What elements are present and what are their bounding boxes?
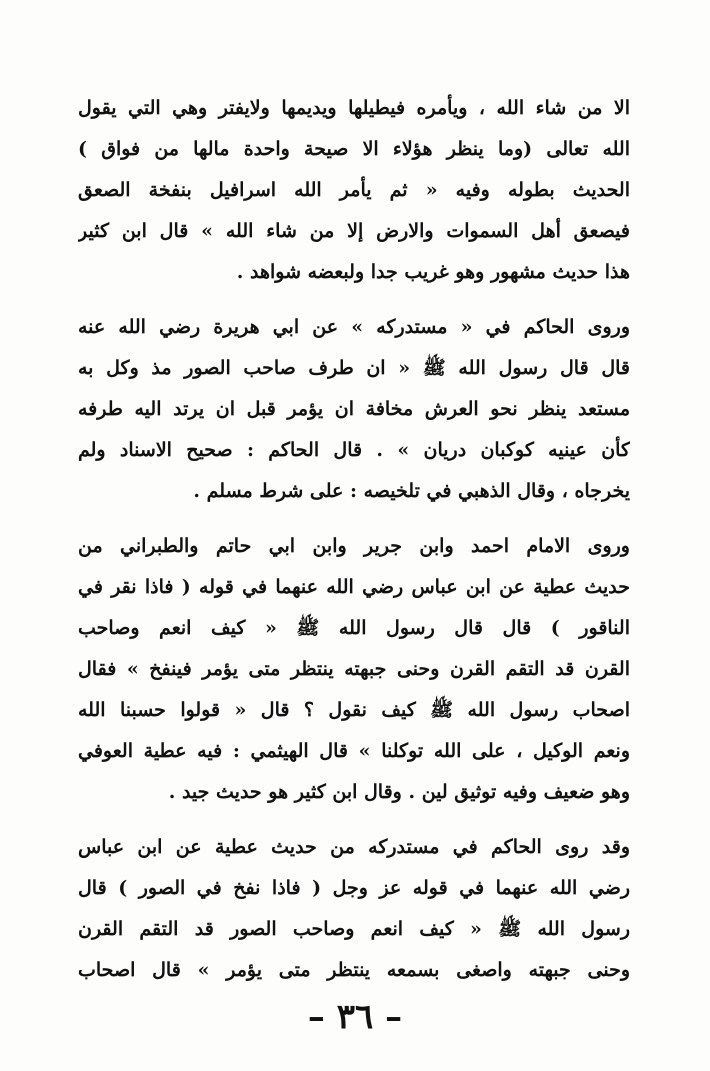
text-line: الناقور ) قال قال رسول الله ﷺ « كيف انعم وصاحب xyxy=(78,617,630,639)
text-line: مستعد ينظر نحو العرش مخافة ان يؤمر قبل ان يرتد اليه طرفه xyxy=(78,398,630,420)
text-line: ونعم الوكيل ، على الله توكلنا » قال الهيثمي : فيه عطية العوفي xyxy=(78,740,630,762)
paragraph-2 xyxy=(78,307,630,512)
text-line: وقد روى الحاكم في مستدركه من حديث عطية عن ابن عباس xyxy=(78,836,630,858)
paragraph-3 xyxy=(78,526,630,813)
text-line: قال قال رسول الله ﷺ « ان طرف صاحب الصور مذ وكل به xyxy=(78,357,630,379)
text-line: يخرجاه ، وقال الذهبي في تلخيصه : على شرط مسلم . xyxy=(193,480,630,502)
text-line: هذا حديث مشهور وهو غريب جدا ولبعضه شواهد . xyxy=(236,261,630,283)
text-line: فيصعق أهل السموات والارض إلا من شاء الله » قال ابن كثير xyxy=(78,220,630,242)
text-line: وروى الامام احمد وابن جرير وابن ابي حاتم والطبراني من xyxy=(78,535,630,557)
page-number: – ٣٦ – xyxy=(307,997,403,1037)
text-line: رسول الله ﷺ « كيف انعم وصاحب الصور قد التقم القرن xyxy=(78,918,630,940)
text-line: وحنى جبهته واصغى بسمعه ينتظر متى يؤمر » قال اصحاب xyxy=(78,959,630,981)
text-line: الحديث بطوله وفيه « ثم يأمر الله اسرافيل بنفخة الصعق xyxy=(78,179,630,201)
text-line: حديث عطية عن ابن عباس رضي الله عنهما في قوله ( فاذا نقر في xyxy=(78,576,630,598)
text-line: القرن قد التقم القرن وحنى جبهته ينتظر متى يؤمر فينفخ » فقال xyxy=(78,658,630,680)
text-line: الله تعالى (وما ينظر هؤلاء الا صيحة واحدة مالها من فواق ) xyxy=(78,138,630,160)
text-line: الا من شاء الله ، ويأمره فيطيلها ويديمها ولايفتر وهي التي يقول xyxy=(78,97,630,119)
text-line: رضي الله عنهما في قوله عز وجل ( فاذا نفخ في الصور ) قال xyxy=(78,877,630,899)
paragraph-4 xyxy=(78,827,630,991)
text-line: وهو ضعيف وفيه توثيق لين . وقال ابن كثير هو حديث جيد . xyxy=(168,781,630,803)
page-text xyxy=(78,88,630,991)
text-line: وروى الحاكم في « مستدركه » عن ابي هريرة رضي الله عنه xyxy=(78,316,630,338)
text-line: كأن عينيه كوكبان دريان » . قال الحاكم : صحيح الاسناد ولم xyxy=(78,439,630,461)
paragraph-1 xyxy=(78,88,630,293)
text-line: اصحاب رسول الله ﷺ كيف نقول ؟ قال « قولوا حسبنا الله xyxy=(78,699,630,721)
